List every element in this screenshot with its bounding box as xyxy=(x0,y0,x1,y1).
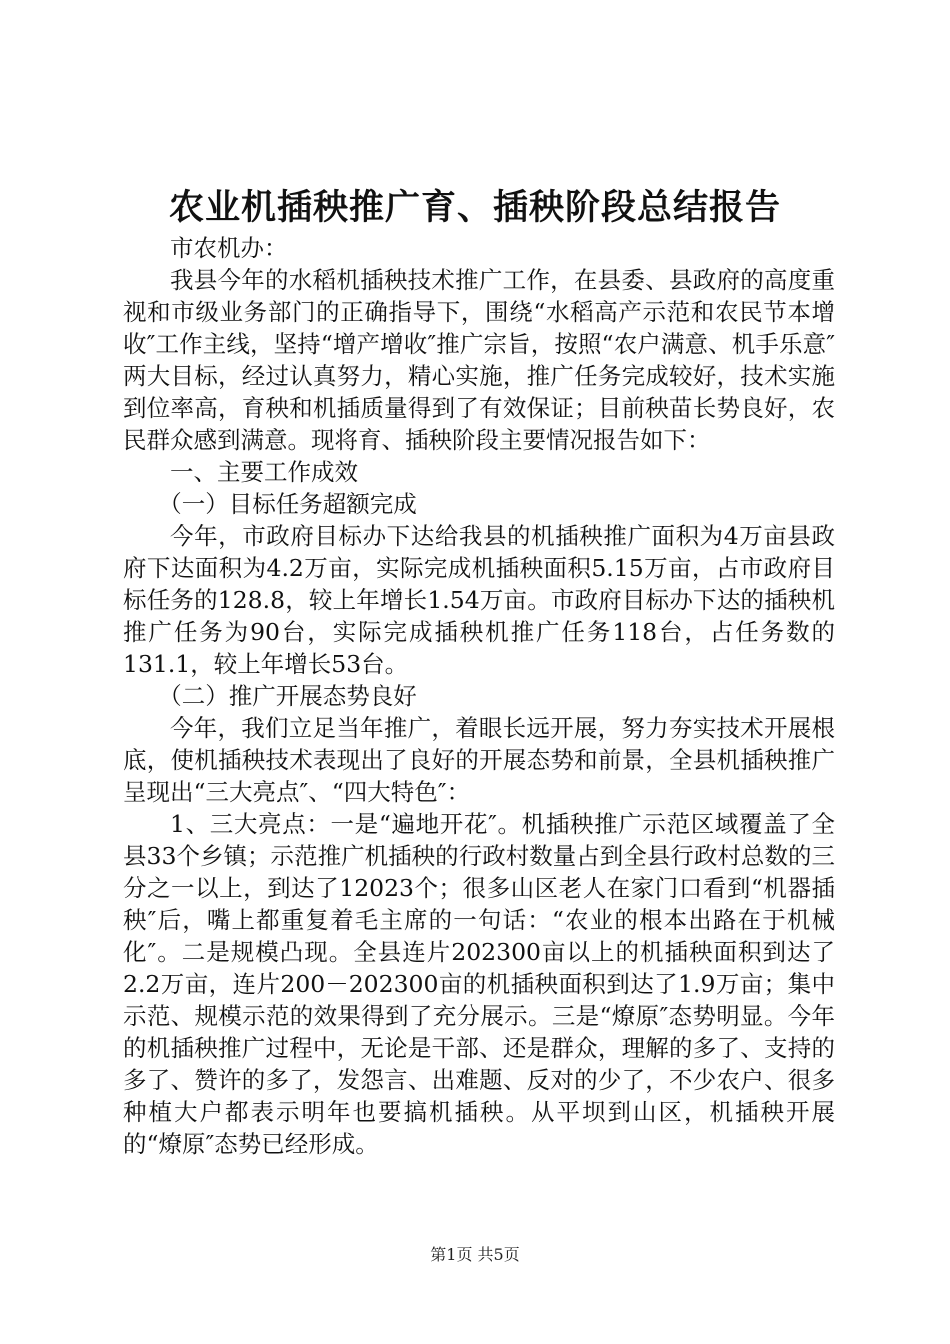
subsection-heading-2: （二）推广开展态势良好 xyxy=(158,682,417,710)
document-body xyxy=(123,232,835,1160)
intro-paragraph: 我县今年的水稻机插秧技术推广工作，在县委、县政府的高度重视和市级业务部门的正确指导下，围绕“水稻高产示范和农民节本增收″工作主线，坚持“增产增收″推广宗旨，按照“农户满意、机手乐意″两大目标，经过认真努力，精心实施，推广任务完成较好，技术实施到位率高，育秧和机插质量得到了有效保证；目前秧苗长势良好，农民群众感到满意。现将育、插秧阶段主要情况报告如下： xyxy=(123,266,835,454)
page-number-footer: 第1页 共5页 xyxy=(430,1245,520,1264)
body-paragraph: 1、三大亮点：一是“遍地开花″。机插秧推广示范区域覆盖了全县33个乡镇；示范推广机插秧的行政村数量占到全县行政村总数的三分之一以上，到达了12023个；很多山区老人在家门口看到“机器插秧″后，嘴上都重复着毛主席的一句话：“农业的根本出路在于机械化″。二是规模凸现。全县连片202300亩以上的机插秧面积到达了2.2万亩，连片200－202300亩的机插秧面积到达了1.9万亩；集中示范、规模示范的效果得到了充分展示。三是“燎原″态势明显。今年的机插秧推广过程中，无论是干部、还是群众，理解的多了、支持的多了、赞许的多了，发怨言、出难题、反对的少了，不少农户、很多种植大户都表示明年也要搞机插秧。从平坝到山区，机插秧开展的“燎原″态势已经形成。 xyxy=(123,810,835,1158)
subsection-heading-1: （一）目标任务超额完成 xyxy=(158,490,417,518)
document-title: 农业机插秧推广育、插秧阶段总结报告 xyxy=(168,187,781,228)
section-heading: 一、主要工作成效 xyxy=(170,458,358,486)
body-paragraph: 今年，我们立足当年推广，着眼长远开展，努力夯实技术开展根底，使机插秧技术表现出了良好的开展态势和前景，全县机插秧推广呈现出“三大亮点″、“四大特色″： xyxy=(123,714,835,806)
body-paragraph: 今年，市政府目标办下达给我县的机插秧推广面积为4万亩县政府下达面积为4.2万亩，实际完成机插秧面积5.15万亩，占市政府目标任务的128.8，较上年增长1.54万亩。市政府目标办下达的插秧机推广任务为90台，实际完成插秧机推广任务118台，占任务数的131.1，较上年增长53台。 xyxy=(123,522,835,678)
salutation: 市农机办： xyxy=(170,234,288,262)
